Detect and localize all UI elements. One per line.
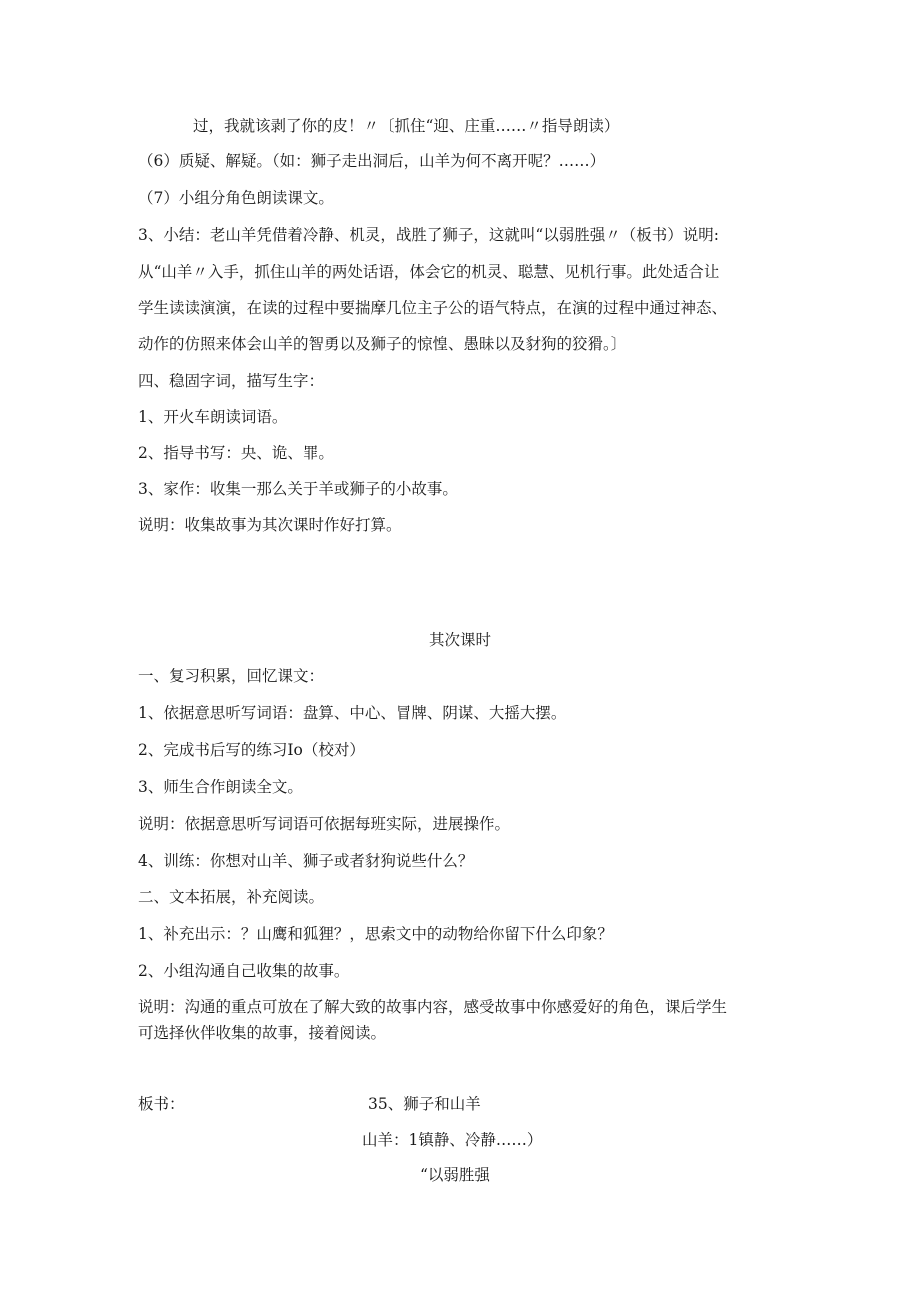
board-title: 35、狮子和山羊 (368, 1095, 481, 1113)
summary-line: 3、小结：老山羊凭借着冷静、机灵，战胜了狮子，这就叫“以弱胜强〃（板书）说明: (138, 226, 720, 244)
list-item: 2、完成书后写的练习Io（校对） (138, 741, 365, 759)
section-title: 二、文本拓展，补充阅读。 (138, 888, 325, 906)
text-line: （6）质疑、解疑。（如：狮子走出洞后，山羊为何不离开呢？……） (138, 152, 606, 170)
list-item: 3、师生合作朗读全文。 (138, 778, 303, 796)
board-line: “以弱胜强 (420, 1166, 490, 1184)
list-item: 1、开火车朗读词语。 (138, 408, 288, 426)
summary-line: 学生读读演演，在读的过程中要揣摩几位主子公的语气特点，在演的过程中通过神态、 (138, 299, 728, 317)
summary-line: 从“山羊〃入手，抓住山羊的两处话语，体会它的机灵、聪慧、见机行事。此处适合让 (138, 263, 720, 281)
list-item: 3、家作：收集一那么关于羊或狮子的小故事。 (138, 480, 458, 498)
note-text: 说明：收集故事为其次课时作好打算。 (138, 516, 402, 534)
lesson-heading: 其次课时 (428, 631, 491, 649)
text-line: （7）小组分角色朗读课文。 (138, 189, 334, 207)
section-title: 四、稳固字词，描写生字： (138, 372, 325, 390)
summary-line: 动作的仿照来体会山羊的智勇以及狮子的惊惶、愚昧以及豺狗的狡猾。〕 (138, 335, 627, 353)
board-label: 板书： (138, 1095, 185, 1113)
list-item: 2、指导书写：央、诡、罪。 (138, 444, 334, 462)
section-title: 一、复习积累，回忆课文： (138, 667, 325, 685)
list-item: 4、训练：你想对山羊、狮子或者豺狗说些什么？ (138, 852, 474, 870)
note-text: 可选择伙伴收集的故事，接着阅读。 (138, 1024, 387, 1042)
list-item: 1、补充出示：？山鹰和狐狸？，思索文中的动物给你留下什么印象？ (138, 925, 613, 943)
board-line: 山羊：1镇静、冷静……） (362, 1131, 543, 1149)
note-text: 说明：依据意思听写词语可依据每班实际，进展操作。 (138, 815, 511, 833)
text-line: 过，我就该剥了你的皮！〃〔抓住“迎、庄重……〃指导朗读） (193, 117, 620, 135)
list-item: 1、依据意思听写词语：盘算、中心、冒牌、阴谋、大摇大摆。 (138, 704, 567, 722)
list-item: 2、小组沟通自己收集的故事。 (138, 962, 350, 980)
note-text: 说明：沟通的重点可放在了解大致的故事内容，感受故事中你感爱好的角色，课后学生 (138, 998, 728, 1016)
